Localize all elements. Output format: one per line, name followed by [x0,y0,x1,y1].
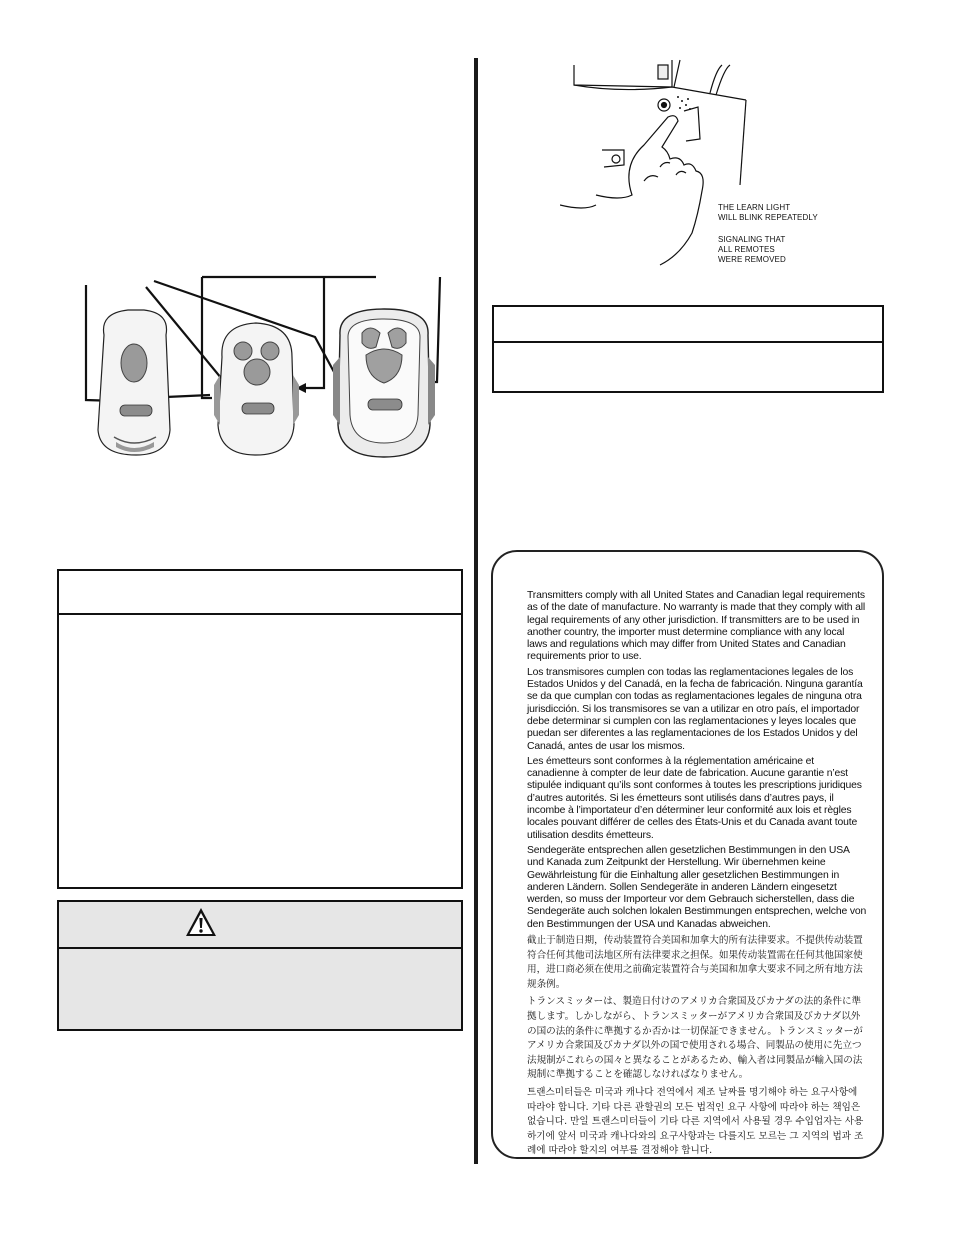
column-divider [474,58,478,1164]
caption-line: WERE REMOVED [718,255,786,264]
remotes-illustration [70,265,460,470]
compliance-spanish: Los transmisores cumplen con todas las reglamentaciones legales de los Estados Unidos y del Canadá, en la fecha de fabricación. Ninguna garantía se da que cumplan con todas as reglamentaciones legales de ninguna otra jurisdicción. Si los transmisores se van a utilizar en otro país, el importador debe determinar si cumplen con las reglamentaciones y leyes locales que puedan ser diferentes a las reglamentaciones de los Estados Unidos y del Canadá, antes de usar los mismos. [527,666,863,752]
caption-line: WILL BLINK REPEATEDLY [718,213,818,222]
remote-1-button [98,310,170,455]
compliance-english: Transmitters comply with all United States and Canadian legal requirements as of the date of manufacture. No warranty is made that they comply with all legal requirements of any other jurisdiction. If transmitters are to be used in another country, the importer must determine compliance with any local laws and regulations which may differ from United States and Canadian requirements prior to use. [527,590,866,663]
compliance-text [527,590,867,1162]
warning-triangle-icon [185,906,217,938]
learn-light-caption-1 [718,203,818,223]
note-box-left [57,569,463,889]
caption-line: ALL REMOTES [718,245,775,254]
remote-large-3-button [333,309,435,457]
note-box-right-header [494,307,882,343]
compliance-german: Sendegeräte entsprechen allen gesetzlichen Bestimmungen in den USA und Kanada zum Zeitpunkt der Herstellung. Wir übernehmen keine Gewährleistung für die Einhaltung aller gesetzlichen Bestimmungen in anderen Ländern. Sollen Sendegeräte in anderen Ländern eingesetzt werden, so muss der Importeur vor dem Gebrauch sicherstellen, dass die Sendegeräte auch solchen lokalen Bestimmungen entsprechen, welche von den Bestimmungen der USA und Kanadas abweichen. [527,844,867,930]
warning-box [57,900,463,1031]
note-box-left-header [59,571,461,615]
compliance-korean: 트랜스미터들은 미국과 캐나다 전역에서 제조 날짜를 명기해야 하는 요구사항에 따라야 합니다. 기타 다른 관할권의 모든 법적인 요구 사항에 따라야 하는 책임은 없습니다. 만일 트랜스미터들이 기타 다른 지역에서 사용될 경우 수입업자는 사용하기에 앞서 미국과 캐나다와의 요구사항과는 다를지도 모르는 그 지역의 법과 조례에 따라야 할지의 여부를 결정해야 합니다. [527,1086,864,1157]
caption-line: SIGNALING THAT [718,235,786,244]
learn-light-caption-2 [718,235,786,265]
caption-line: THE LEARN LIGHT [718,203,791,212]
compliance-french: Les émetteurs sont conformes à la réglementation américaine et canadienne à compter de leur date de fabrication. Aucune garantie n’est stipulée indiquant qu’ils sont conformes à toutes les prescriptions juridiques d’autres autorités. Si les émetteurs sont utilisés dans d’autres pays, il incombe à l’importateur d’en déterminer leur conformité aux lois et règles locales pouvant différer de celles des États-Unis et du Canada avant toute utilisation desdits émetteurs. [527,755,862,841]
note-box-right [492,305,884,393]
opener-learn-button-illustration [560,55,830,270]
remote-3-button [214,323,299,455]
compliance-chinese: 截止于制造日期，传动装置符合美国和加拿大的所有法律要求。不提供传动装置符合任何其他司法地区所有法律要求之担保。如果传动装置需在任何其他国家使用，进口商必须在使用之前确定装置符合与美国和加拿大要求不同之所有地方法规条例。 [527,935,863,990]
warning-box-header [59,902,461,949]
compliance-japanese: トランスミッターは、製造日付けのアメリカ合衆国及びカナダの法的条件に準拠します。しかしながら、トランスミッターがアメリカ合衆国及びカナダ以外の国の法的条件に準拠するか否かは一切保証できません。トランスミッターがアメリカ合衆国及びカナダ以外の国で使用される場合、同製品の使用に先立つ法規制がこれらの国々と異なることがあるため、輸入者は同製品が輸入国の法規制に準拠することを確認しなければなりません。 [527,996,863,1081]
